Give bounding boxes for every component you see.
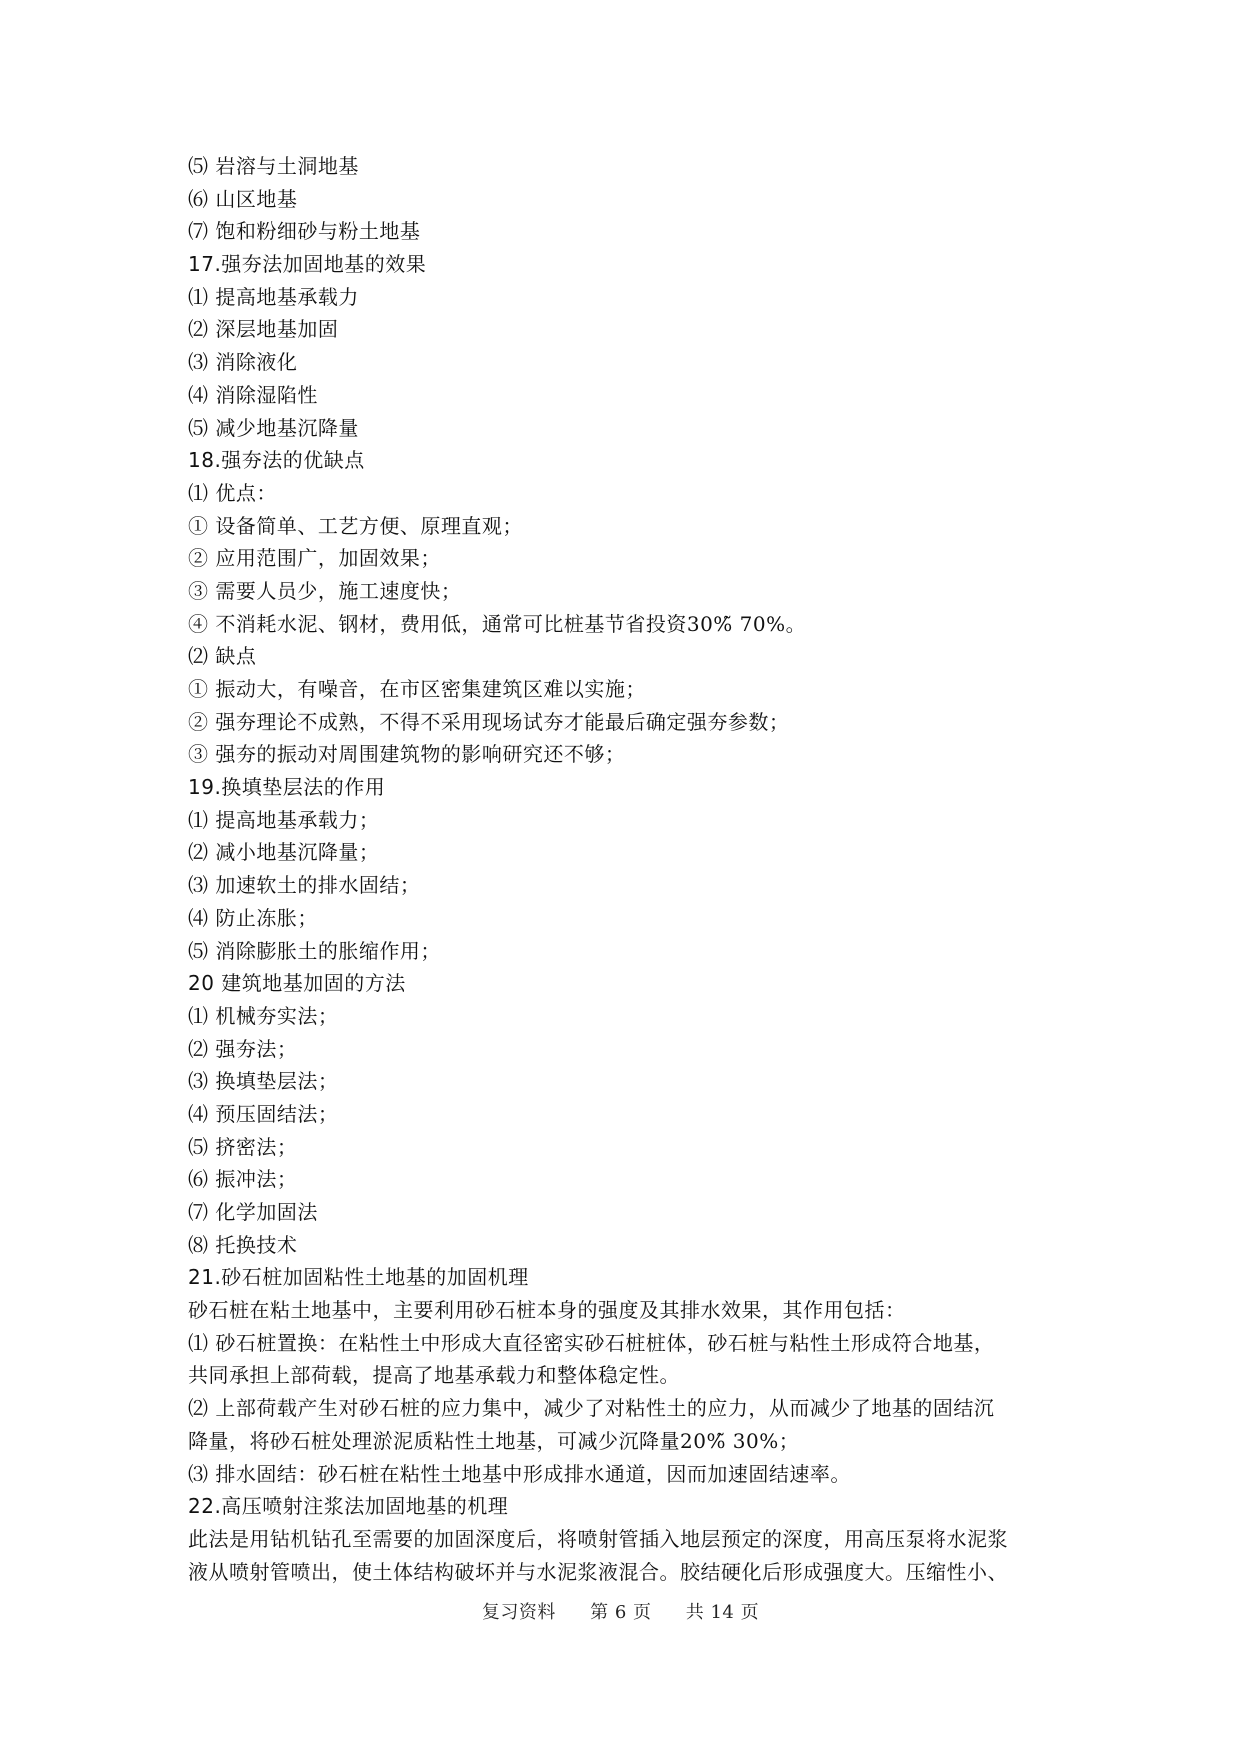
text-line: ⑷ 防止冻胀； <box>188 905 318 930</box>
section-heading: 17.强夯法加固地基的效果 <box>188 252 427 277</box>
section-heading: 21.砂石桩加固粘性土地基的加固机理 <box>188 1265 529 1290</box>
section-heading: 20 建筑地基加固的方法 <box>188 971 406 996</box>
page-footer <box>0 1598 1241 1624</box>
text-line: ② 强夯理论不成熟，不得不采用现场试夯才能最后确定强夯参数； <box>188 709 790 734</box>
text-line: ⑴ 优点： <box>188 480 277 505</box>
text-line: ⑹ 山区地基 <box>188 186 298 211</box>
text-line: ③ 强夯的振动对周围建筑物的影响研究还不够； <box>188 742 626 767</box>
text-line: ⑵ 强夯法； <box>188 1036 298 1061</box>
text-line: ⑶ 换填垫层法； <box>188 1069 339 1094</box>
text-line: ① 设备简单、工艺方便、原理直观； <box>188 513 523 538</box>
footer-total-pages: 共 14 页 <box>685 1602 760 1623</box>
text-line: ③ 需要人员少，施工速度快； <box>188 578 462 603</box>
text-line: ① 振动大，有噪音，在市区密集建筑区难以实施； <box>188 677 646 701</box>
text-line: ⑶ 加速软土的排水固结； <box>188 873 421 898</box>
text-line: ⑹ 振冲法； <box>188 1167 298 1192</box>
text-line: ⑵ 深层地基加固 <box>188 317 339 342</box>
text-line: ⑵ 缺点 <box>188 644 257 669</box>
text-line: ⑴ 提高地基承载力； <box>188 807 380 832</box>
text-line: 降量，将砂石桩处理淤泥质粘性土地基，可减少沉降量20%̃ 30%； <box>188 1428 800 1453</box>
text-line: ⑴ 提高地基承载力 <box>188 284 359 309</box>
text-line: ⑵ 上部荷载产生对砂石桩的应力集中，减少了对粘性土的应力，从而减少了地基的固结沉 <box>188 1396 995 1421</box>
text-line: ② 应用范围广，加固效果； <box>188 546 441 571</box>
footer-doc-title: 复习资料 <box>481 1602 556 1623</box>
text-line: ⑴ 机械夯实法； <box>188 1003 339 1028</box>
text-line: ⑺ 化学加固法 <box>188 1200 318 1224</box>
text-line: 液从喷射管喷出，使土体结构破坏并与水泥浆液混合。胶结硬化后形成强度大。压缩性小、 <box>188 1559 1008 1584</box>
text-line: ⑸ 减少地基沉降量 <box>188 415 359 440</box>
section-heading: 18.强夯法的优缺点 <box>188 448 365 473</box>
text-line: ⑷ 预压固结法； <box>188 1101 339 1126</box>
footer-page-number: 第 6 页 <box>590 1602 652 1623</box>
text-line: 此法是用钻机钻孔至需要的加固深度后，将喷射管插入地层预定的深度，用高压泵将水泥浆 <box>188 1526 1008 1551</box>
text-line: ⑸ 挤密法； <box>188 1134 298 1159</box>
text-line: ⑻ 托换技术 <box>188 1232 298 1257</box>
text-line: ④ 不消耗水泥、钢材，费用低，通常可比桩基节省投资30%̃ 70%。 <box>188 611 807 636</box>
text-line: 共同承担上部荷载，提高了地基承载力和整体稳定性。 <box>188 1363 680 1388</box>
text-line: ⑷ 消除湿陷性 <box>188 382 318 407</box>
page-body <box>188 150 1068 1588</box>
text-line: ⑺ 饱和粉细砂与粉土地基 <box>188 219 421 244</box>
text-line: ⑶ 排水固结：砂石桩在粘性土地基中形成排水通道，因而加速固结速率。 <box>188 1461 851 1486</box>
text-line: ⑸ 消除膨胀土的胀缩作用； <box>188 938 441 963</box>
text-line: ⑵ 减小地基沉降量； <box>188 840 380 865</box>
text-line: ⑶ 消除液化 <box>188 350 298 375</box>
text-line: 砂石桩在粘土地基中，主要利用砂石桩本身的强度及其排水效果，其作用包括： <box>188 1298 906 1323</box>
section-heading: 22.高压喷射注浆法加固地基的机理 <box>188 1494 509 1519</box>
text-line: ⑸ 岩溶与土洞地基 <box>188 154 359 178</box>
section-heading: 19.换填垫层法的作用 <box>188 775 386 800</box>
text-line: ⑴ 砂石桩置换：在粘性土中形成大直径密实砂石桩桩体，砂石桩与粘性土形成符合地基， <box>188 1330 995 1355</box>
